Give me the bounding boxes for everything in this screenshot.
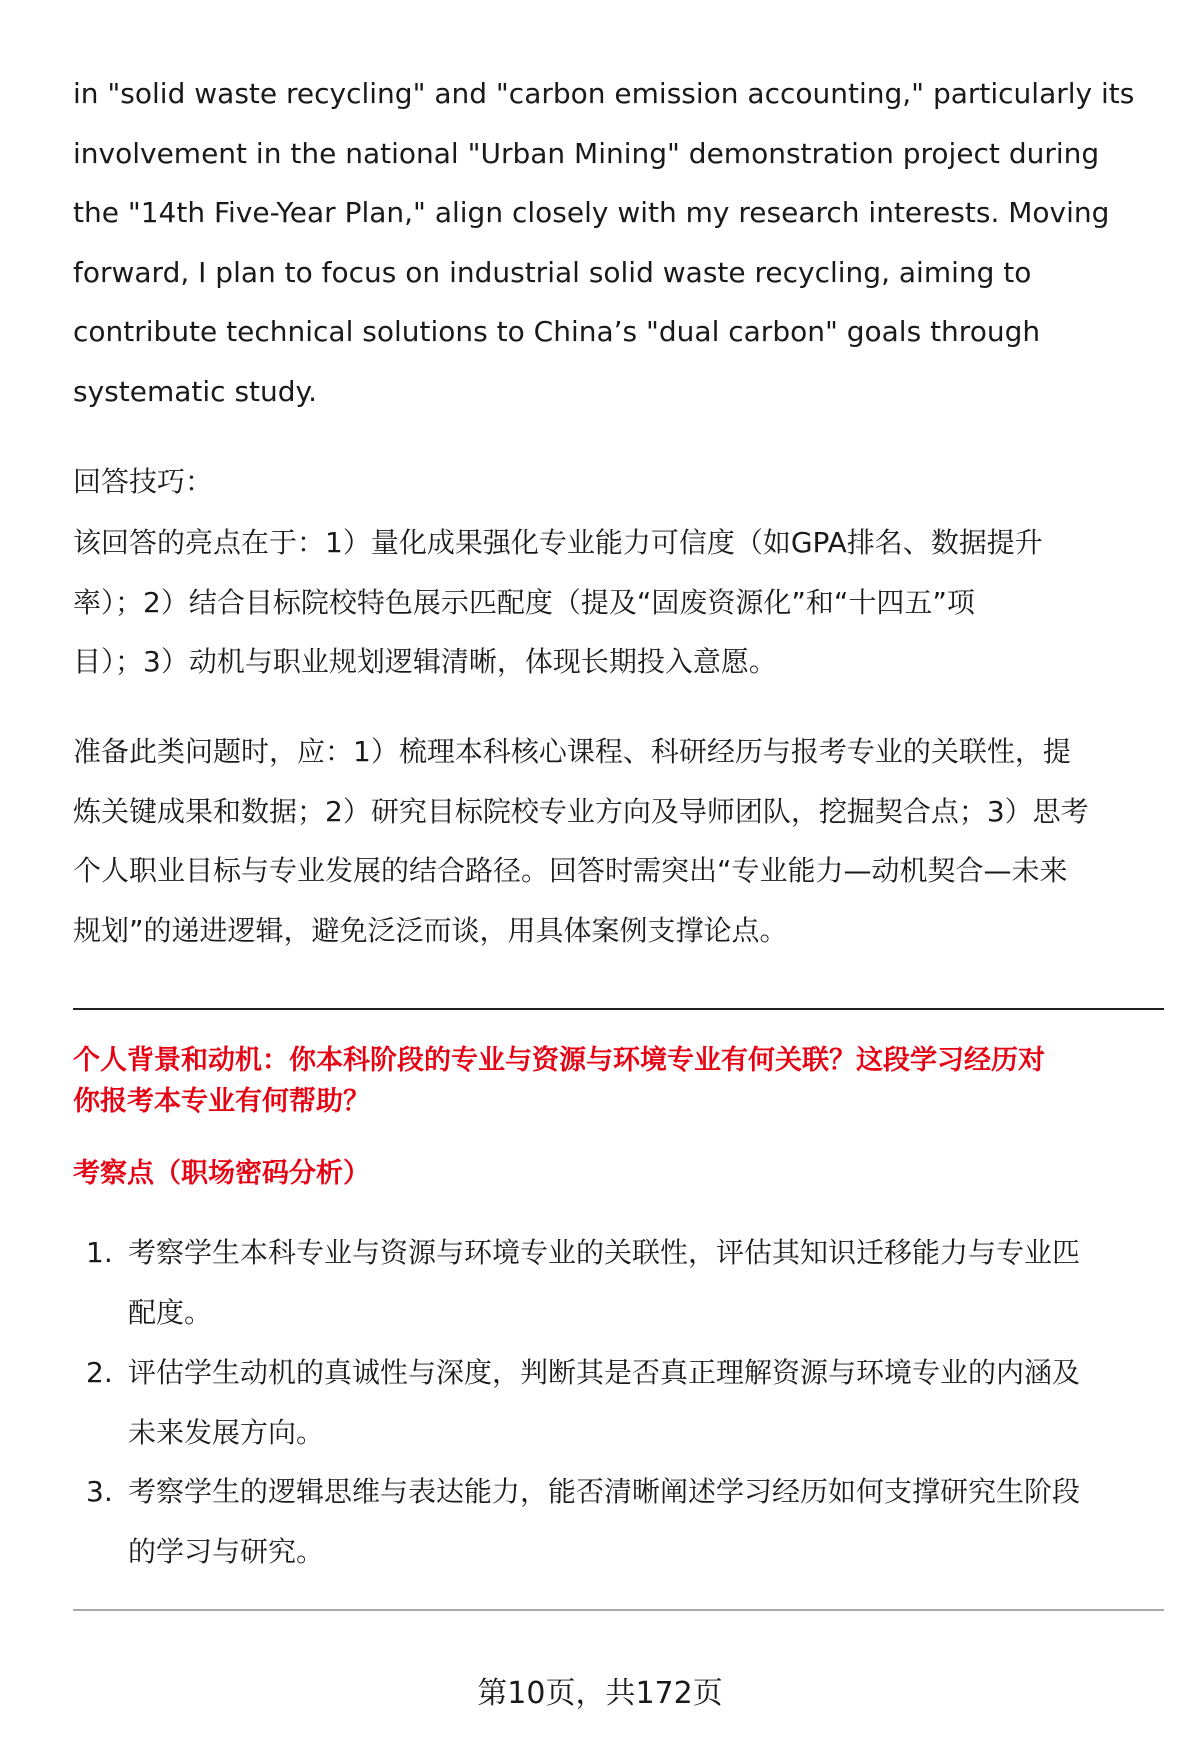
text-line: 个人职业目标与专业发展的结合路径。回答时需突出“专业能力—动机契合—未来 (73, 854, 1068, 887)
text-line: in "solid waste recycling" and "carbon emission accounting," particularly its (73, 77, 1135, 110)
list-number: 3. (86, 1475, 113, 1508)
text-line: the "14th Five-Year Plan," align closely with my research interests. Moving (73, 196, 1110, 229)
answer-paragraph (73, 64, 1173, 421)
tips-label: 回答技巧： (73, 465, 214, 498)
text-line: 考察学生的逻辑思维与表达能力，能否清晰阐述学习经历如何支撑研究生阶段 (128, 1475, 1081, 1508)
text-line: 率）；2）结合目标院校特色展示匹配度（提及“固废资源化”和“十四五”项 (73, 585, 975, 619)
text-line: 该回答的亮点在于：1）量化成果强化专业能力可信度（如GPA排名、数据提升 (73, 526, 1043, 559)
heading-line: 个人背景和动机：你本科阶段的专业与资源与环境专业有何关联？这段学习经历对 (73, 1045, 1045, 1076)
text-line: forward, I plan to focus on industrial solid waste recycling, aiming to (73, 255, 1032, 289)
footer-divider (73, 1609, 1164, 1611)
text-line: 配度。 (128, 1295, 213, 1329)
tips-paragraph (73, 513, 1173, 692)
text-line: 考察学生本科专业与资源与环境专业的关联性，评估其知识迁移能力与专业匹 (128, 1236, 1081, 1269)
text-line: 的学习与研究。 (128, 1534, 325, 1568)
prep-paragraph (73, 722, 1173, 960)
page-number: 第10页，共172页 (477, 1676, 723, 1711)
section-divider (73, 1008, 1164, 1010)
text-line: 规划”的递进逻辑，避免泛泛而谈，用具体案例支撑论点。 (73, 913, 788, 947)
text-line: involvement in the national "Urban Mining" demonstration project during (73, 136, 1100, 170)
heading-line: 你报考本专业有何帮助？ (73, 1086, 370, 1117)
text-line: 目）；3）动机与职业规划逻辑清晰，体现长期投入意愿。 (73, 645, 777, 678)
text-line: 评估学生动机的真诚性与深度，判断其是否真正理解资源与环境专业的内涵及 (128, 1356, 1081, 1389)
list-number: 1. (86, 1236, 113, 1269)
text-line: contribute technical solutions to China’s "dual carbon" goals through (73, 315, 1041, 348)
analysis-heading: 考察点（职场密码分析） (73, 1158, 370, 1189)
list-number: 2. (86, 1356, 113, 1389)
text-line: systematic study. (73, 374, 318, 408)
text-line: 未来发展方向。 (128, 1415, 325, 1449)
tips-label-block (73, 452, 1173, 512)
analysis-heading-block (73, 1153, 1173, 1194)
question-heading (73, 1040, 1173, 1122)
text-line: 炼关键成果和数据；2）研究目标院校专业方向及导师团队，挖掘契合点；3）思考 (73, 794, 1089, 828)
text-line: 准备此类问题时，应：1）梳理本科核心课程、科研经历与报考专业的关联性，提 (73, 735, 1071, 768)
